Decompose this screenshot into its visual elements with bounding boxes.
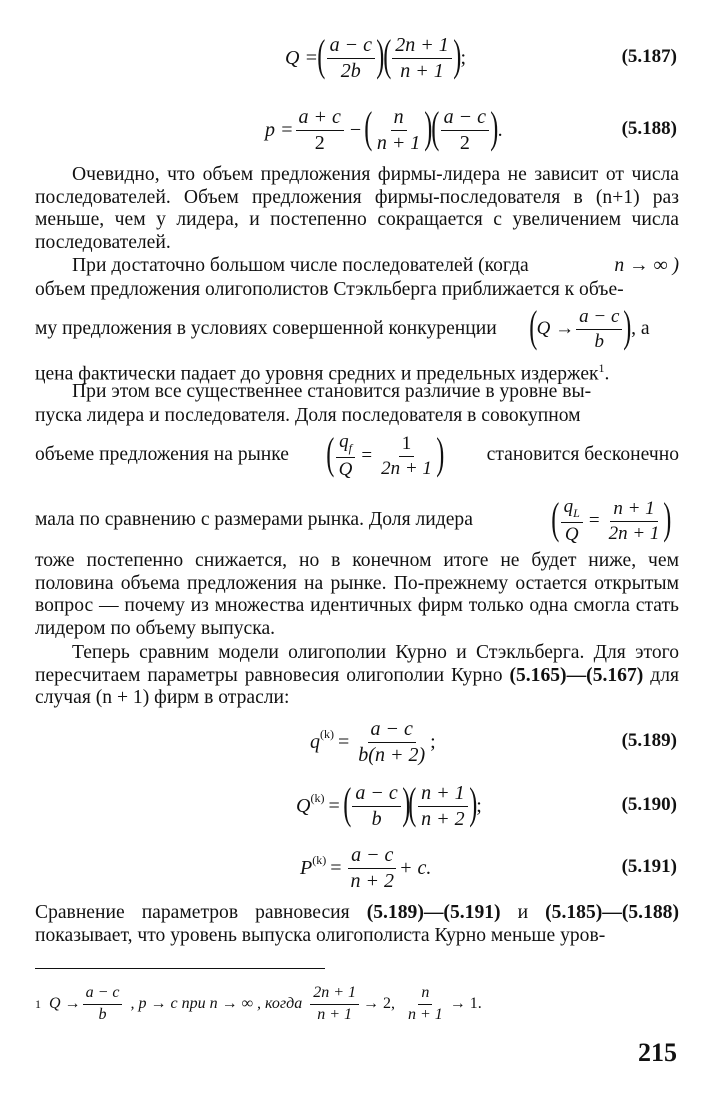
paragraph-3-line-1: При этом все существеннее становится различие в уровне вы- <box>72 381 592 402</box>
paragraph-1: Очевидно, что объем предложения фирмы-лидера не зависит от числа последователей. Объем предложения фирмы-последователя в (n+1) раз меньше, чем у лидера, и постепенно сокращается с увеличением числа последователей. <box>35 164 679 253</box>
paragraph-4: Теперь сравним модели олигополии Курно и Стэкльберга. Для этого пересчитаем параметры равновесия олигополии Курно (5.165)—(5.167) для случая (n + 1) фирм в отрасли: <box>35 642 679 709</box>
equation-ref: (5.189)—(5.191) <box>366 902 501 923</box>
equation-number: (5.189) <box>621 730 677 751</box>
equation-number: (5.191) <box>621 856 677 877</box>
paragraph-5: Сравнение параметров равновесия (5.189)—(5.191) и (5.185)—(5.188) показывает, что уровень выпуска олигополиста Курно меньше уров- <box>35 902 679 946</box>
footnote-ref: 1 <box>598 361 605 375</box>
paragraph-2-line-2: объем предложения олигополистов Стэкльберга приближается к объе- <box>35 279 624 300</box>
equation-ref: (5.165)—(5.167) <box>509 664 644 686</box>
equation-number: (5.190) <box>621 794 677 815</box>
paragraph-3-line-2: пуска лидера и последователя. Доля последователя в совокупном <box>35 405 581 426</box>
fraction: $\frac{n}{n + 1}$ <box>376 105 421 154</box>
page-number: 215 <box>638 1038 677 1067</box>
paragraph-3-line-3: объеме предложения на рынке становится бесконечно <box>35 444 679 465</box>
fraction: $\frac{a - c}{2b}$ <box>327 35 375 82</box>
paragraph-3-rest: тоже постепенно снижается, но в конечном итоге не будет ниже, чем половина объема предложения на рынке. По-прежнему остается открытым вопрос — почему из множества идентичных фирм только одна смогла стать лидером по объему выпуска. <box>35 550 679 639</box>
equation-5-189: q $^{(k)}$ = $\frac{a - c}{b(n + 2)}$ ; (5.189) <box>310 717 677 766</box>
paragraph-2-line-1: При достаточно большом числе последователей (когда n → ∞ ) <box>72 255 679 276</box>
equation-ref: (5.185)—(5.188) <box>545 902 679 923</box>
leader-share-formula: ( $\frac{q_L}{Q}$ = $\frac{n + 1}{2n + 1}$ ) <box>551 494 672 545</box>
paragraph-2-line-3: му предложения в условиях совершенной конкуренции <box>35 318 497 339</box>
equation-5-190: Q $^{(k)}$ = ( $\frac{a - c}{b}$ ) ( $\frac{n + 1}{n + 2}$ ) ; (5.190) <box>296 779 677 830</box>
follower-share-formula: ( $\frac{q_f}{Q}$ = $\frac{1}{2n + 1}$ ) <box>326 429 445 480</box>
footnote-rule <box>35 968 325 969</box>
equation-5-187: Q = ( $\frac{a - c}{2b}$ ) ( $\frac{2n + 1}{n + 1}$ ) ; (5.187) <box>285 31 677 82</box>
equation-5-191: P $^{(k)}$ = $\frac{a - c}{n + 2}$ + c. (5.191) <box>300 843 677 892</box>
equation-5-188: p = $\frac{a + c}{2}$ − ( $\frac{n}{n + 1}$ ) ( $\frac{a - c}{2}$ ) . (5.188) <box>265 103 677 154</box>
paragraph-3-line-4: мала по сравнению с размерами рынка. Доля лидера <box>35 509 473 530</box>
fraction: $\frac{a - c}{2}$ <box>441 107 489 154</box>
equation-number: (5.187) <box>621 46 677 67</box>
eq-lhs: Q = <box>285 46 318 69</box>
footnote: 1 Q → $\frac{a - c}{b}$ , p → c при n → ∞ , когда $\frac{2n + 1}{n + 1}$ → 2, $\frac{n}{n + 1}$ → 1. <box>35 984 482 1023</box>
fraction: $\frac{a + c}{2}$ <box>296 107 344 154</box>
equation-number: (5.188) <box>621 118 677 139</box>
paragraph-2-line-4: цена фактически падает до уровня средних и предельных издержек$^1$. <box>35 361 610 385</box>
competitive-output-formula: ( Q → $\frac{a - c}{b}$ ) , а <box>529 302 650 352</box>
footnote-mark: 1 <box>35 996 41 1011</box>
fraction: $\frac{2n + 1}{n + 1}$ <box>392 35 452 82</box>
